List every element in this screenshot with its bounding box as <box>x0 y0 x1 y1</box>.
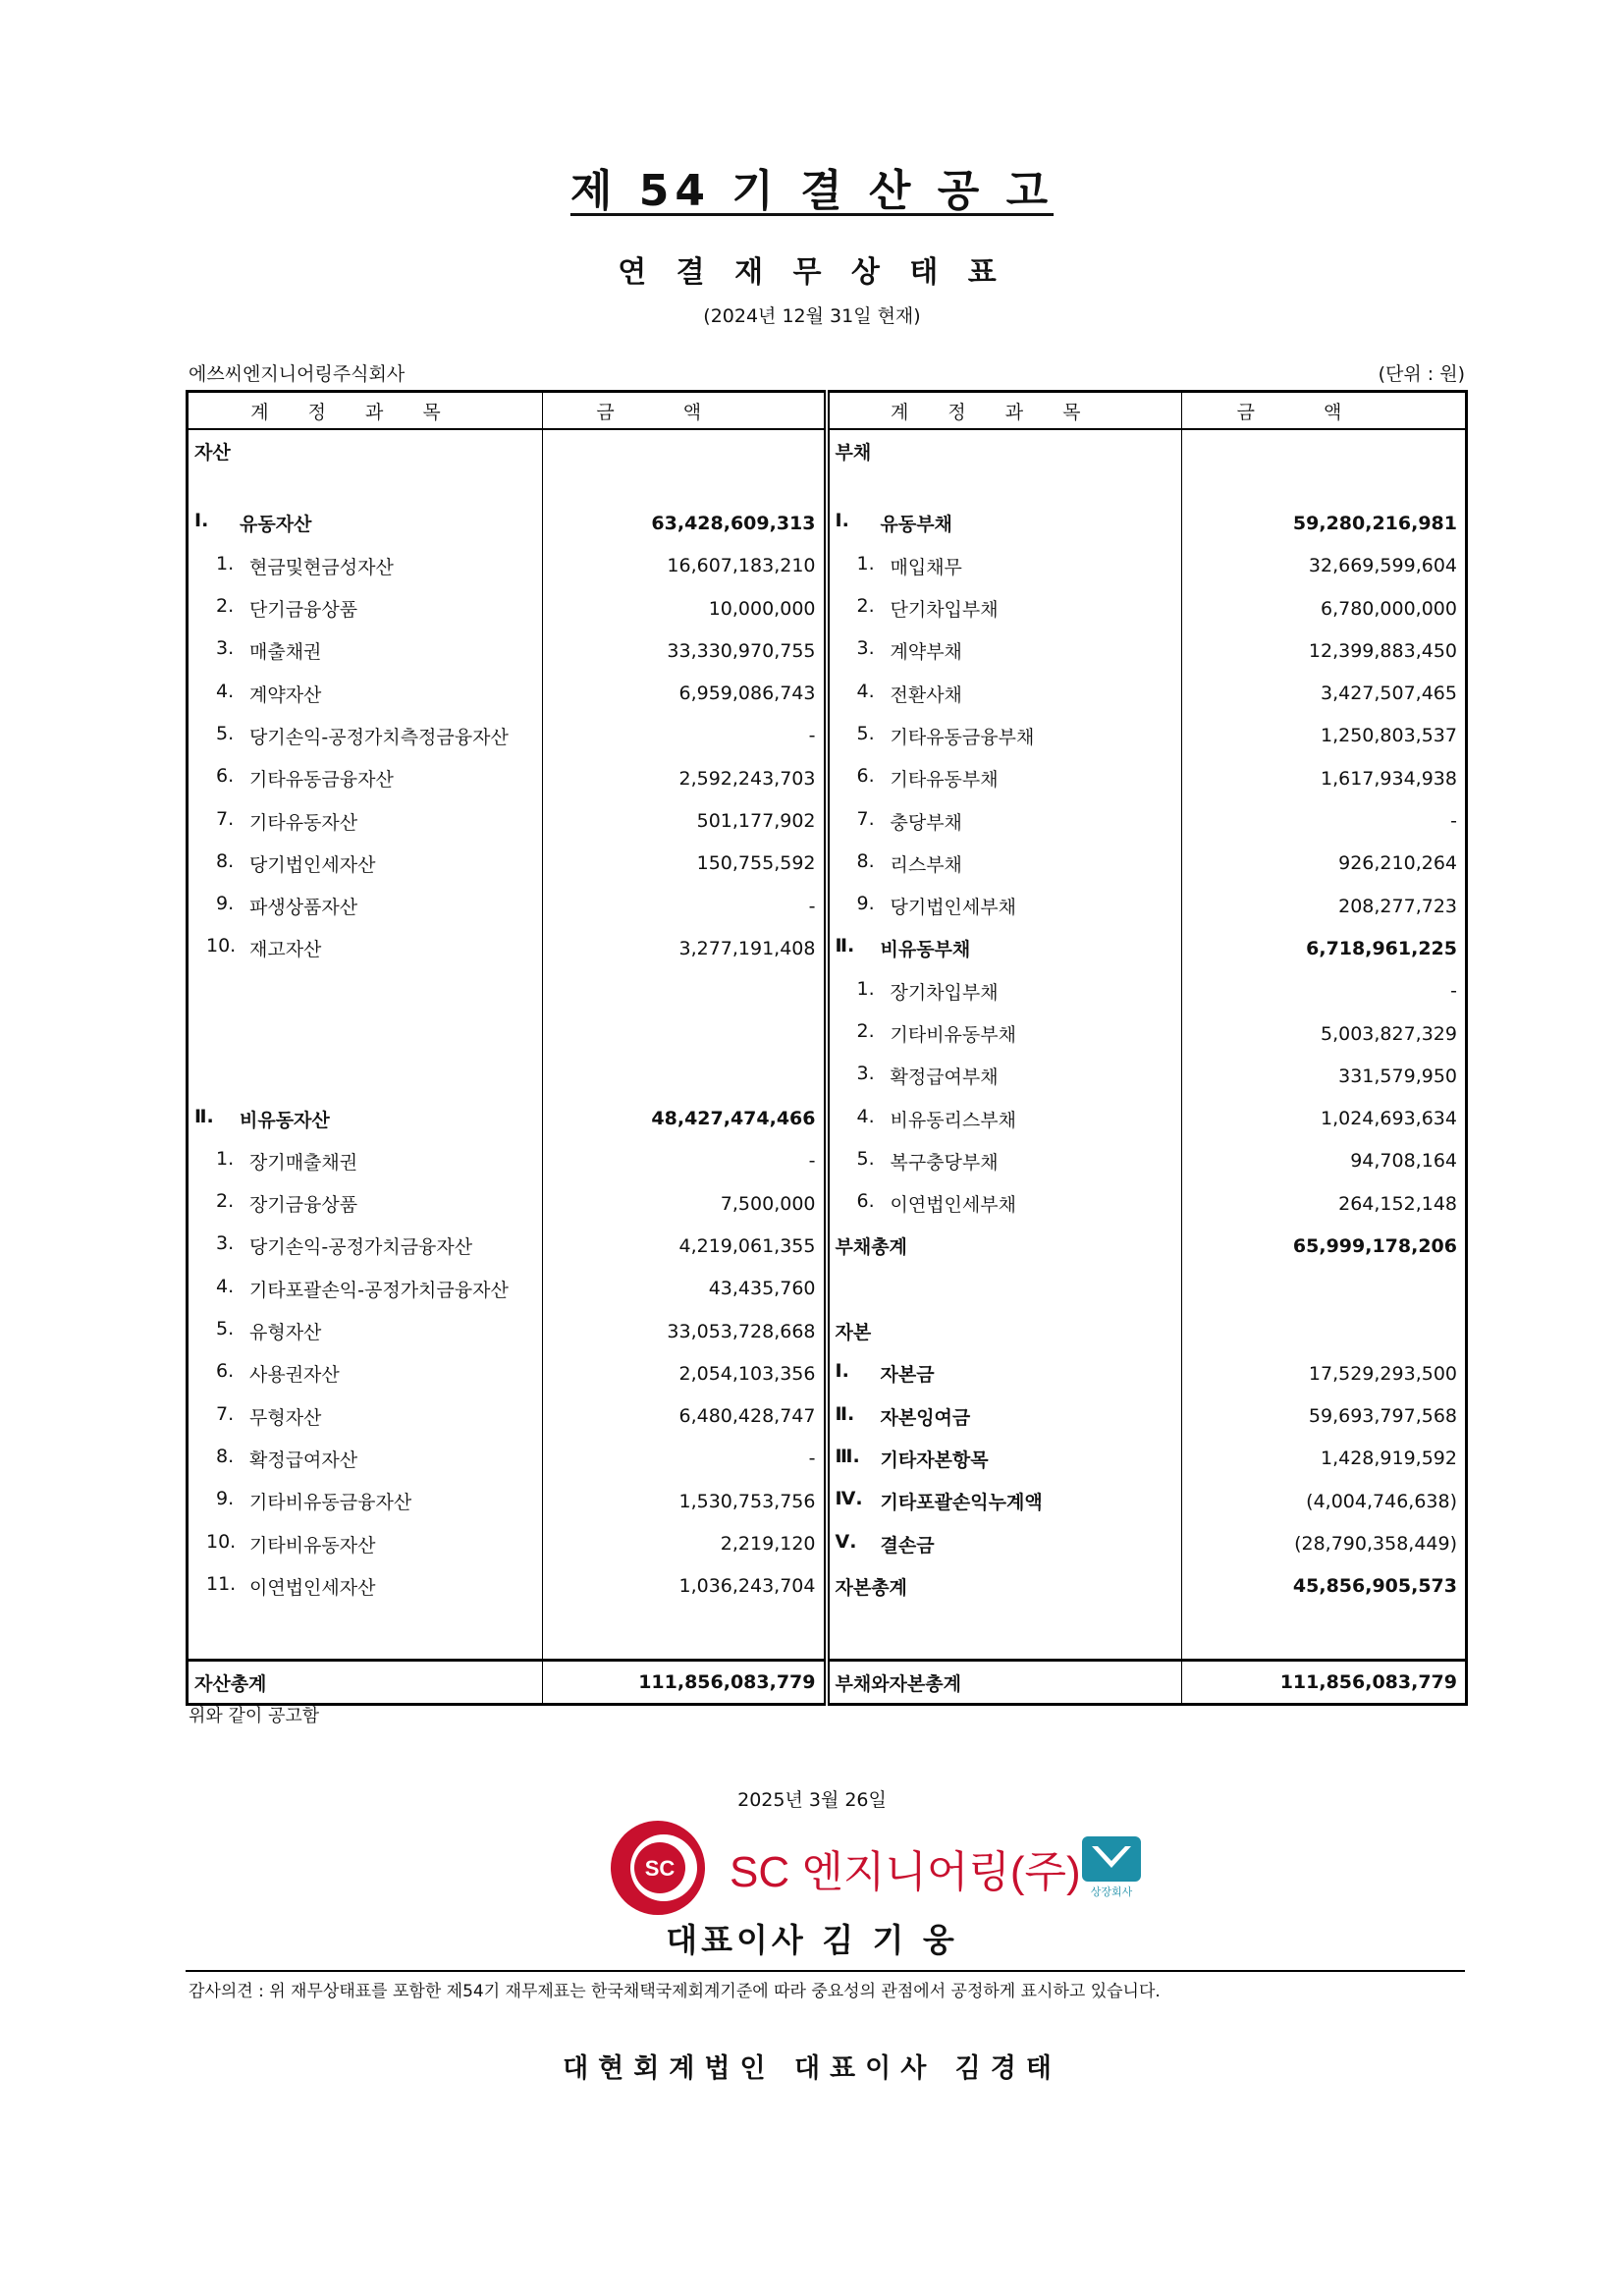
account-name: 리스부채 <box>890 853 962 876</box>
amount-cell <box>543 1055 827 1097</box>
account-number: 8. <box>216 849 235 872</box>
table-row <box>188 1522 1467 1564</box>
listed-company-seal-icon <box>1080 1834 1143 1899</box>
amount-cell: 48,427,474,466 <box>543 1097 827 1139</box>
amount-cell: 3,427,507,465 <box>1182 672 1467 714</box>
amount-cell: 6,480,428,747 <box>543 1395 827 1438</box>
account-name: 자본총계 <box>835 1576 907 1599</box>
account-name: 장기차입부채 <box>890 981 999 1004</box>
table-row <box>188 1055 1467 1097</box>
page-title: 제 54 기 결 산 공 고 <box>569 166 1055 216</box>
table-row <box>188 1352 1467 1394</box>
account-number: Ⅰ. <box>835 510 849 532</box>
total-assets-amount: 111,856,083,779 <box>543 1661 827 1705</box>
amount-cell: 59,280,216,981 <box>1182 502 1467 544</box>
amount-cell: 1,024,693,634 <box>1182 1097 1467 1139</box>
account-number: 6. <box>856 1190 875 1213</box>
account-number: 2. <box>216 595 235 618</box>
account-number: 8. <box>856 849 875 872</box>
table-row <box>188 843 1467 885</box>
amount-cell: - <box>543 1438 827 1480</box>
account-name: 기타유동금융부채 <box>890 726 1035 748</box>
account-name: 단기금융상품 <box>249 599 358 622</box>
account-number: 8. <box>216 1445 235 1467</box>
account-name: 현금및현금성자산 <box>249 556 394 578</box>
account-number: 2. <box>216 1190 235 1213</box>
amount-cell: - <box>543 715 827 757</box>
account-name: 충당부채 <box>890 811 962 834</box>
amount-cell: 6,959,086,743 <box>543 672 827 714</box>
account-number: 9. <box>216 1488 235 1510</box>
account-number: 7. <box>216 807 235 830</box>
account-number: 10. <box>206 935 237 957</box>
amount-cell: 1,617,934,938 <box>1182 757 1467 799</box>
account-number: Ⅳ. <box>835 1488 863 1510</box>
amount-cell: 5,003,827,329 <box>1182 1012 1467 1055</box>
amount-cell: (4,004,746,638) <box>1182 1480 1467 1522</box>
header-amount-right: 금액 <box>1182 392 1467 430</box>
account-number: 1. <box>856 552 875 574</box>
account-number: 11. <box>206 1572 237 1595</box>
section-row <box>188 429 1467 472</box>
total-assets-label: 자산총계 <box>194 1672 267 1695</box>
account-name: 기타포괄손익누계액 <box>880 1492 1043 1514</box>
amount-cell: 3,277,191,408 <box>543 927 827 969</box>
account-name: 이연법인세부채 <box>890 1194 1016 1217</box>
table-row <box>188 1310 1467 1352</box>
account-name: 단기차입부채 <box>890 599 999 622</box>
notice-text: 위와 같이 공고함 <box>189 1706 320 1726</box>
notice-date: 2025년 3월 26일 <box>737 1789 887 1811</box>
amount-cell: 6,780,000,000 <box>1182 587 1467 629</box>
amount-cell: 1,250,803,537 <box>1182 715 1467 757</box>
account-name: 파생상품자산 <box>249 897 358 919</box>
amount-cell: 331,579,950 <box>1182 1055 1467 1097</box>
amount-cell: 17,529,293,500 <box>1182 1352 1467 1394</box>
auditor-signature: 대현회계법인 대표이사 김경태 <box>563 2053 1061 2084</box>
account-number: Ⅱ. <box>835 1402 855 1425</box>
table-row <box>188 799 1467 842</box>
account-name: 사용권자산 <box>249 1364 340 1387</box>
amount-cell: 150,755,592 <box>543 843 827 885</box>
table-row <box>188 1097 1467 1139</box>
account-name: 유형자산 <box>249 1322 322 1344</box>
account-name: 재고자산 <box>249 939 322 961</box>
amount-cell: 12,399,883,450 <box>1182 629 1467 672</box>
audit-opinion: 감사의견 : 위 재무상태표를 포함한 제54기 재무제표는 한국채택국제회계기준에 따라 중요성의 관점에서 공정하게 표시하고 있습니다. <box>189 1982 1161 2001</box>
account-number: 4. <box>216 1275 235 1297</box>
amount-cell: 2,592,243,703 <box>543 757 827 799</box>
amount-cell: 33,330,970,755 <box>543 629 827 672</box>
account-number: 6. <box>216 1360 235 1383</box>
svg-text:SC: SC <box>644 1856 676 1881</box>
amount-cell: 32,669,599,604 <box>1182 545 1467 587</box>
account-name: 비유동자산 <box>240 1109 330 1131</box>
account-name: 확정급여자산 <box>249 1449 358 1471</box>
account-number: 2. <box>856 1020 875 1042</box>
account-name: 자본잉여금 <box>880 1406 971 1429</box>
account-name: 기타자본항목 <box>880 1449 989 1471</box>
account-number: 3. <box>216 637 235 660</box>
account-number: 2. <box>856 595 875 618</box>
table-row <box>188 885 1467 927</box>
account-name: 매입채무 <box>890 556 962 578</box>
amount-cell: 63,428,609,313 <box>543 502 827 544</box>
table-row <box>188 629 1467 672</box>
section-assets: 자산 <box>194 442 231 465</box>
account-number: 5. <box>216 722 235 744</box>
totals-row <box>188 1661 1467 1705</box>
account-number: 10. <box>206 1530 237 1553</box>
amount-cell: 94,708,164 <box>1182 1140 1467 1182</box>
header-account-right: 계정과목 <box>827 392 1182 430</box>
account-name: 매출채권 <box>249 641 322 664</box>
header-account-left: 계정과목 <box>188 392 543 430</box>
table-row <box>188 545 1467 587</box>
amount-cell <box>1182 1268 1467 1310</box>
amount-cell: 1,036,243,704 <box>543 1565 827 1608</box>
account-number: 5. <box>856 1147 875 1170</box>
account-name: 이연법인세자산 <box>249 1576 376 1599</box>
total-le-amount: 111,856,083,779 <box>1182 1661 1467 1705</box>
account-number: 4. <box>856 1105 875 1127</box>
account-name: 부채총계 <box>835 1236 907 1259</box>
table-row <box>188 1140 1467 1182</box>
account-number: Ⅰ. <box>194 510 209 532</box>
account-number: 7. <box>856 807 875 830</box>
amount-cell: 45,856,905,573 <box>1182 1565 1467 1608</box>
account-number: 1. <box>216 1147 235 1170</box>
account-number: 1. <box>216 552 235 574</box>
account-number: 9. <box>856 893 875 915</box>
total-le-label: 부채와자본총계 <box>835 1672 961 1695</box>
account-name: 유동부채 <box>880 514 952 536</box>
table-row <box>188 1268 1467 1310</box>
amount-cell: 2,054,103,356 <box>543 1352 827 1394</box>
account-number: 6. <box>216 765 235 788</box>
amount-cell: 1,530,753,756 <box>543 1480 827 1522</box>
statement-title: 연 결 재 무 상 태 표 <box>618 255 1006 290</box>
table-row <box>188 970 1467 1012</box>
account-name: 기타비유동자산 <box>249 1534 376 1557</box>
amount-cell: 1,428,919,592 <box>1182 1438 1467 1480</box>
account-name: 결손금 <box>880 1534 935 1557</box>
account-number: 6. <box>856 765 875 788</box>
table-row <box>188 927 1467 969</box>
amount-cell: (28,790,358,449) <box>1182 1522 1467 1564</box>
account-number: 3. <box>856 637 875 660</box>
table-row <box>188 1012 1467 1055</box>
account-name: 장기금융상품 <box>249 1194 358 1217</box>
amount-cell: 7,500,000 <box>543 1182 827 1225</box>
table-row <box>188 672 1467 714</box>
account-name: 기타비유동금융자산 <box>249 1492 412 1514</box>
table-row <box>188 1565 1467 1608</box>
company-logo <box>609 1819 1159 1917</box>
amount-cell <box>543 970 827 1012</box>
account-number: 4. <box>216 680 235 702</box>
amount-cell: 6,718,961,225 <box>1182 927 1467 969</box>
amount-cell: 16,607,183,210 <box>543 545 827 587</box>
account-number: Ⅴ. <box>835 1530 857 1553</box>
divider <box>186 1970 1465 1972</box>
table-row <box>188 715 1467 757</box>
table-row <box>188 1182 1467 1225</box>
account-number: Ⅲ. <box>835 1445 860 1467</box>
amount-cell: 926,210,264 <box>1182 843 1467 885</box>
amount-cell: 59,693,797,568 <box>1182 1395 1467 1438</box>
account-number: 1. <box>856 977 875 1000</box>
amount-cell: 208,277,723 <box>1182 885 1467 927</box>
account-name: 당기법인세자산 <box>249 853 376 876</box>
amount-cell: 264,152,148 <box>1182 1182 1467 1225</box>
account-number: Ⅱ. <box>194 1105 214 1127</box>
amount-cell: - <box>1182 799 1467 842</box>
amount-cell: 43,435,760 <box>543 1268 827 1310</box>
brand-name: SC 엔지니어링(주) <box>730 1848 1081 1896</box>
account-name: 기타포괄손익-공정가치금융자산 <box>249 1279 509 1301</box>
account-name: 유동자산 <box>240 514 312 536</box>
ceo-signature: 대표이사 김 기 웅 <box>666 1921 958 1959</box>
amount-cell <box>1182 1310 1467 1352</box>
table-row <box>188 1395 1467 1438</box>
unit-label: (단위 : 원) <box>1378 363 1465 385</box>
account-name: 기타유동금융자산 <box>249 769 394 792</box>
balance-sheet-table <box>186 390 1468 1706</box>
table-row <box>188 1480 1467 1522</box>
account-name: 기타유동부채 <box>890 769 999 792</box>
account-name: 계약부채 <box>890 641 962 664</box>
account-number: 3. <box>216 1232 235 1255</box>
amount-cell: 501,177,902 <box>543 799 827 842</box>
table-row <box>188 1225 1467 1267</box>
as-of-date: (2024년 12월 31일 현재) <box>703 305 921 327</box>
account-number: 5. <box>216 1318 235 1340</box>
account-name: 자본금 <box>880 1364 935 1387</box>
amount-cell: 65,999,178,206 <box>1182 1225 1467 1267</box>
amount-cell: 4,219,061,355 <box>543 1225 827 1267</box>
account-number: 5. <box>856 722 875 744</box>
account-name: 당기법인세부채 <box>890 897 1016 919</box>
account-name: 기타유동자산 <box>249 811 358 834</box>
amount-cell: 2,219,120 <box>543 1522 827 1564</box>
amount-cell <box>543 1012 827 1055</box>
amount-cell: 10,000,000 <box>543 587 827 629</box>
account-number: 7. <box>216 1402 235 1425</box>
amount-cell: - <box>543 1140 827 1182</box>
account-number: 3. <box>856 1063 875 1085</box>
account-number: 4. <box>856 680 875 702</box>
account-number: Ⅱ. <box>835 935 855 957</box>
svg-text:상장회사: 상장회사 <box>1090 1886 1133 1898</box>
account-name: 계약자산 <box>249 683 322 706</box>
header-row <box>188 392 1467 430</box>
account-name: 기타비유동부채 <box>890 1024 1016 1046</box>
table-row <box>188 1438 1467 1480</box>
amount-cell: 33,053,728,668 <box>543 1310 827 1352</box>
account-name: 전환사채 <box>890 683 962 706</box>
account-name: 당기손익-공정가치금융자산 <box>249 1236 473 1259</box>
table-row <box>188 587 1467 629</box>
section-liabilities: 부채 <box>835 442 872 465</box>
sc-logo-icon <box>609 1819 707 1917</box>
table-row <box>188 757 1467 799</box>
account-name: 복구충당부채 <box>890 1151 999 1174</box>
account-name: 자본 <box>835 1322 872 1344</box>
account-name: 비유동부채 <box>880 939 971 961</box>
account-name: 확정급여부채 <box>890 1066 999 1089</box>
header-amount-left: 금액 <box>543 392 827 430</box>
amount-cell: - <box>543 885 827 927</box>
account-name: 비유동리스부채 <box>890 1109 1016 1131</box>
account-number: 9. <box>216 893 235 915</box>
account-number: Ⅰ. <box>835 1360 849 1383</box>
company-name: 에쓰씨엔지니어링주식회사 <box>189 363 406 385</box>
account-name: 당기손익-공정가치측정금융자산 <box>249 726 509 748</box>
table-row <box>188 502 1467 544</box>
account-name: 무형자산 <box>249 1406 322 1429</box>
account-name: 장기매출채권 <box>249 1151 358 1174</box>
amount-cell: - <box>1182 970 1467 1012</box>
